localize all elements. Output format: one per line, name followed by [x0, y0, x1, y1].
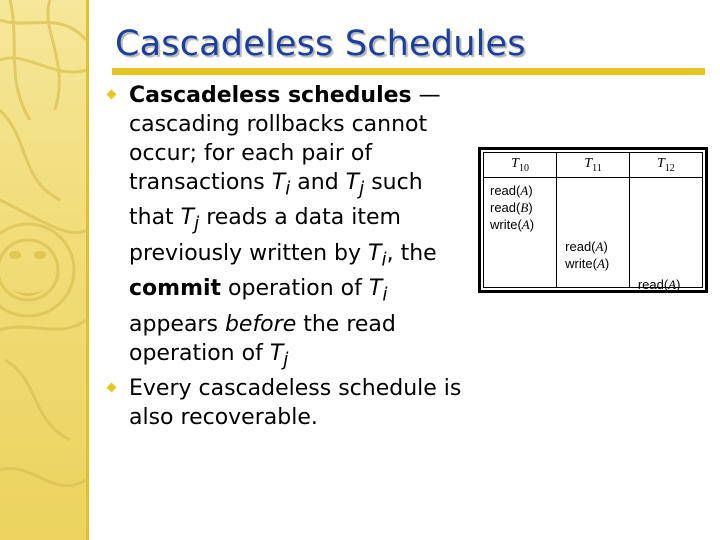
dash: —: [411, 83, 441, 108]
bullet-text: reads a data item previously written by: [129, 205, 401, 266]
header-T: T: [657, 156, 665, 172]
sun-face-watermark-icon: [0, 0, 86, 540]
op-name: read(: [565, 239, 596, 254]
bullet-diamond-icon: [107, 383, 117, 393]
bullet-diamond-icon: [107, 90, 117, 100]
bullet-text: the read operation of: [129, 311, 396, 366]
column-header-t10: [484, 153, 557, 178]
bullet-text: Every cascadeless schedule is also recoverable.: [129, 375, 462, 430]
math-sub-i: i: [381, 249, 387, 271]
column-header-t11: [557, 153, 630, 178]
math-T: T: [269, 340, 284, 366]
bullet-text: operation of: [221, 276, 369, 302]
op-name: write(: [565, 256, 597, 271]
op-name: write(: [490, 217, 522, 232]
bullet-recoverable: [104, 374, 472, 432]
bold-term: Cascadeless schedules: [129, 83, 412, 108]
slide-title: Cascadeless Schedules: [115, 24, 526, 64]
header-sub: 10: [518, 162, 529, 174]
bullet-text: , the: [386, 240, 437, 266]
math-T: T: [368, 276, 383, 302]
math-T: T: [368, 240, 382, 266]
bold-commit: commit: [129, 276, 222, 302]
bullet-text: cascading rollbacks cannot occur; for each pair of transactions: [129, 112, 428, 195]
math-T: T: [180, 205, 195, 231]
schedule-grid: [484, 153, 702, 292]
op-read-b: [490, 199, 533, 216]
math-sub-j: j: [359, 178, 365, 200]
column-header-t12: [629, 153, 702, 178]
bullet-text: such that: [129, 170, 423, 231]
t11-operations: [557, 178, 630, 288]
op-name: read(: [490, 183, 521, 198]
op-close: ): [528, 200, 533, 215]
header-T: T: [584, 156, 593, 172]
math-sub-i: i: [382, 284, 388, 306]
op-name: read(: [637, 277, 669, 292]
op-read-a: [565, 238, 608, 255]
op-close: ): [528, 183, 533, 198]
bullet-text: appears: [129, 311, 225, 337]
math-sub-j: j: [283, 348, 289, 370]
italic-before: before: [224, 311, 297, 337]
op-close: ): [603, 239, 608, 254]
op-close: ): [676, 277, 681, 292]
bullet-text: and: [290, 170, 346, 195]
schedule-table: [478, 147, 708, 293]
t10-operations: [484, 178, 557, 288]
math-T: T: [345, 170, 360, 195]
op-arg: A: [520, 183, 529, 198]
decorative-sidebar: [0, 0, 86, 540]
header-T: T: [511, 156, 519, 172]
math-T: T: [271, 170, 286, 195]
t12-operations: [629, 178, 702, 292]
op-write-a: [565, 255, 609, 272]
math-sub-i: i: [285, 178, 291, 200]
op-read-a: [490, 182, 533, 199]
op-arg: B: [520, 200, 529, 215]
op-arg: A: [595, 239, 604, 254]
op-read-a: [638, 276, 681, 293]
bullet-list: [104, 81, 472, 432]
title-underline: [112, 68, 705, 75]
header-sub: 12: [664, 162, 675, 174]
op-close: ): [529, 217, 535, 232]
schedule-header-row: [484, 153, 702, 178]
schedule-body-row: [484, 178, 702, 288]
bullet-cascadeless-definition: [104, 81, 472, 374]
op-name: read(: [490, 200, 521, 215]
op-arg: A: [668, 277, 677, 292]
op-write-a: [490, 216, 534, 233]
op-close: ): [604, 256, 610, 271]
header-sub: 11: [592, 162, 602, 174]
schedule-inner-frame: [483, 152, 703, 292]
op-arg: A: [521, 217, 530, 232]
op-arg: A: [596, 256, 605, 271]
math-sub-j: j: [194, 213, 200, 235]
sidebar-divider: [86, 0, 89, 540]
